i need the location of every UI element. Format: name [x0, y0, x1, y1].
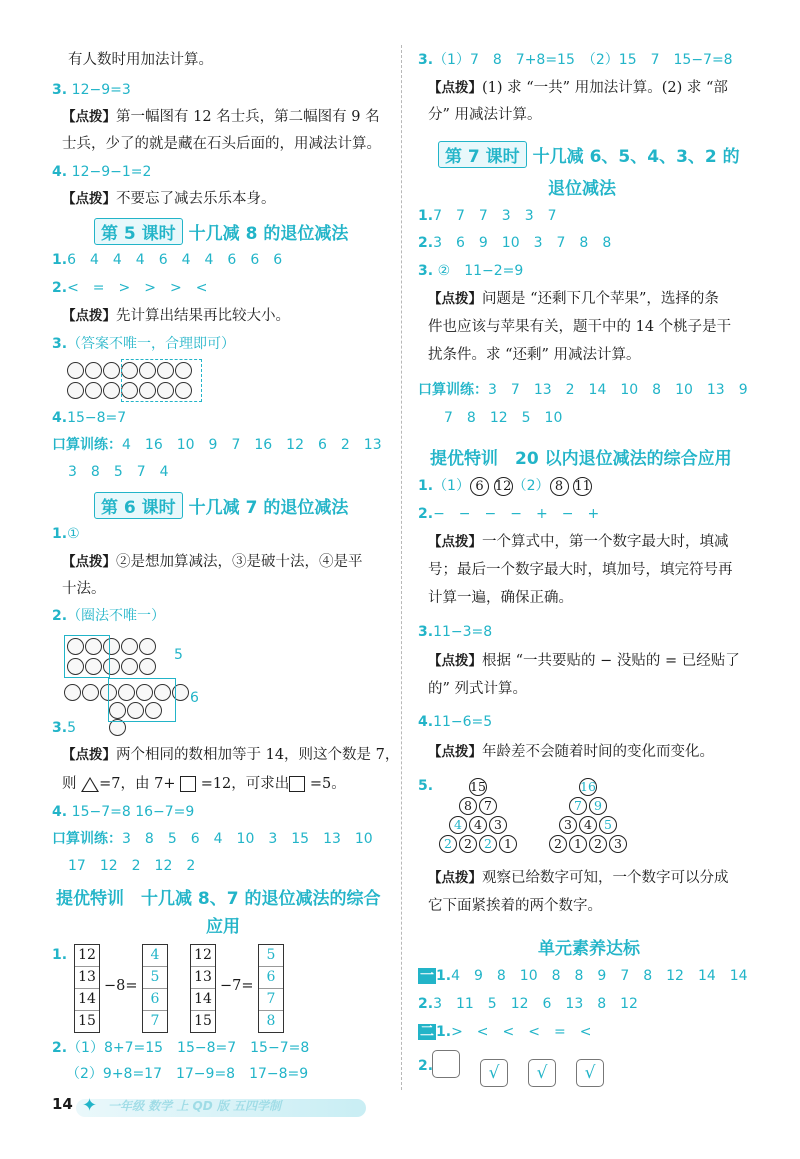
check-boxes	[432, 1050, 624, 1087]
l5-oral: 口算训练：4 16 10 9 7 16 12 6 2 13	[52, 437, 382, 453]
number-column: 12 13 14 15	[190, 944, 216, 1033]
l6-q3: 3.5	[52, 720, 76, 736]
lesson7-heading: 第 7 课时 十几减 6、5、4、3、2 的	[438, 141, 740, 168]
special-heading-cont: 应用	[206, 917, 240, 937]
l5-q1: 1.6 4 4 4 6 4 4 6 6 6	[52, 252, 283, 268]
minus-8: −8=	[104, 978, 138, 994]
u2-q2: 2.	[418, 1058, 434, 1074]
s2-q5: 5.	[418, 778, 434, 794]
q3-tip-cont: 士兵，少了的就是藏在石头后面的，用减法计算。	[62, 136, 381, 152]
check-box: √	[528, 1059, 556, 1087]
triangle-icon	[81, 777, 99, 792]
s2-q4: 4.11−6=5	[418, 714, 493, 730]
special2-heading: 提优特训 20 以内退位减法的综合应用	[430, 449, 732, 469]
u2-q1: 二 1.> < < < = <	[420, 1024, 592, 1040]
l6-q1: 1.①	[52, 526, 80, 542]
result-column: 5 6 7 8	[258, 944, 284, 1033]
circle-selection	[64, 635, 110, 678]
brand-logo-icon: ✦	[82, 1095, 98, 1116]
check-box	[432, 1050, 460, 1078]
l6-q3-tip: 【点拨】两个相同的数相加等于 14，则这个数是 7，	[62, 747, 400, 763]
s2-q2-tip-cont: 计算一遍，确保正确。	[428, 590, 573, 606]
text-line: 有人数时用加法计算。	[68, 52, 213, 68]
q4-tip: 【点拨】不要忘了减去乐乐本身。	[62, 191, 276, 207]
circle-selection	[121, 359, 202, 402]
lesson7-heading-cont: 退位减法	[548, 179, 616, 199]
l7-q3-tip-cont: 扰条件。求 “还剩” 用减法计算。	[428, 347, 641, 363]
l7-q1: 1.7 7 7 3 3 7	[418, 208, 557, 224]
l5-q4: 4.15−8=7	[52, 410, 127, 426]
l6-q1-tip-cont: 十法。	[62, 581, 106, 597]
l6-q4: 4. 15−7=8 16−7=9	[52, 804, 195, 820]
l5-oral-cont: 3 8 5 7 4	[68, 464, 169, 480]
number-column: 12 13 14 15	[74, 944, 100, 1033]
s2-q3-tip: 【点拨】根据 “一共要贴的 − 没贴的 = 已经贴了	[428, 653, 740, 669]
s2-q2-tip-cont: 号；最后一个数字最大时，填加号，填完符号再	[428, 562, 733, 578]
result-column: 4 5 6 7	[142, 944, 168, 1033]
page-number: 14	[52, 1095, 73, 1113]
s2-q3-tip-cont: 的” 列式计算。	[428, 681, 528, 697]
u1-q2: 2.3 11 5 12 6 13 8 12	[418, 996, 638, 1012]
sp-q2: 2.（1）8+7=15 15−8=7 15−7=8	[52, 1040, 310, 1056]
check-box: √	[480, 1059, 508, 1087]
q3-tip: 【点拨】第一幅图有 12 名士兵，第二幅图有 9 名	[62, 109, 380, 125]
s2-q1: 1.（1） 6 12（2） 8 11	[418, 478, 591, 494]
r3-answer: 3.（1）7 8 7+8=15 （2）15 7 15−7=8	[418, 52, 733, 68]
number-pyramid: 16 7 9 3 4 5 2 1 2 3	[548, 778, 638, 858]
l5-q2-tip: 【点拨】先计算出结果再比较大小。	[62, 308, 290, 324]
l7-q2: 2.3 6 9 10 3 7 8 8	[418, 235, 612, 251]
unit-heading: 单元素养达标	[538, 939, 640, 959]
s2-q4-tip: 【点拨】年龄差不会随着时间的变化而变化。	[428, 744, 714, 760]
s2-q2-tip: 【点拨】一个算式中，第一个数字最大时，填减	[428, 534, 729, 550]
l6-oral-cont: 17 12 2 12 2	[68, 858, 196, 874]
square-icon	[180, 776, 196, 792]
s2-q3: 3.11−3=8	[418, 624, 493, 640]
r3-tip-cont: 分” 用减法计算。	[428, 107, 542, 123]
l7-oral-cont: 7 8 12 5 10	[444, 410, 563, 426]
circle-selection	[108, 678, 176, 722]
special-heading: 提优特训 十几减 8、7 的退位减法的综合	[56, 889, 381, 909]
l6-q1-tip: 【点拨】②是想加算减法，③是破十法，④是平	[62, 554, 363, 570]
q3-answer: 3. 12−9=3	[52, 82, 131, 98]
s2-q2: 2.− − − − + − +	[418, 506, 600, 522]
q4-answer: 4. 12−9−1=2	[52, 164, 152, 180]
l7-q3-tip-cont: 件也应该与苹果有关，题干中的 14 个桃子是干	[428, 319, 732, 335]
lesson5-heading: 第 5 课时 十几减 8 的退位减法	[94, 218, 348, 245]
l5-q2: 2.< = > > > <	[52, 280, 208, 296]
l6-q2-result: 5	[174, 647, 183, 663]
footer-text: 一年级 数学 上 QD 版 五四学制	[108, 1099, 282, 1113]
square-icon	[289, 776, 305, 792]
l6-q2: 2.（圈法不唯一）	[52, 608, 166, 624]
lesson6-heading: 第 6 课时 十几减 7 的退位减法	[94, 492, 348, 519]
s2-q5-tip-cont: 它下面紧挨着的两个数字。	[428, 898, 602, 914]
l6-q3-tip-cont: 则 =7，由 7+ =12，可求出 =5。	[62, 776, 346, 792]
l7-oral: 口算训练：3 7 13 2 14 10 8 10 13 9	[418, 382, 748, 398]
u1-q1: 一 1.4 9 8 10 8 8 9 7 8 12 14 14	[420, 968, 748, 984]
l7-q3-tip: 【点拨】问题是 “还剩下几个苹果”，选择的条	[428, 291, 719, 307]
r3-tip: 【点拨】(1) 求 “一共” 用加法计算。(2) 求 “部	[428, 80, 728, 96]
sp-q1: 1.	[52, 947, 68, 963]
number-pyramid: 15 8 7 4 4 3 2 2 2 1	[438, 778, 528, 858]
check-box: √	[576, 1059, 604, 1087]
l7-q3: 3. ② 11−2=9	[418, 263, 524, 279]
l5-q3: 3.（答案不唯一，合理即可）	[52, 336, 236, 352]
sp-q2-b: （2）9+8=17 17−9=8 17−8=9	[66, 1066, 309, 1082]
minus-7: −7=	[220, 978, 254, 994]
l6-q2-result: 6	[190, 690, 199, 706]
l6-oral: 口算训练：3 8 5 6 4 10 3 15 13 10	[52, 831, 373, 847]
s2-q5-tip: 【点拨】观察已给数字可知，一个数字可以分成	[428, 870, 729, 886]
column-divider	[401, 45, 402, 1090]
